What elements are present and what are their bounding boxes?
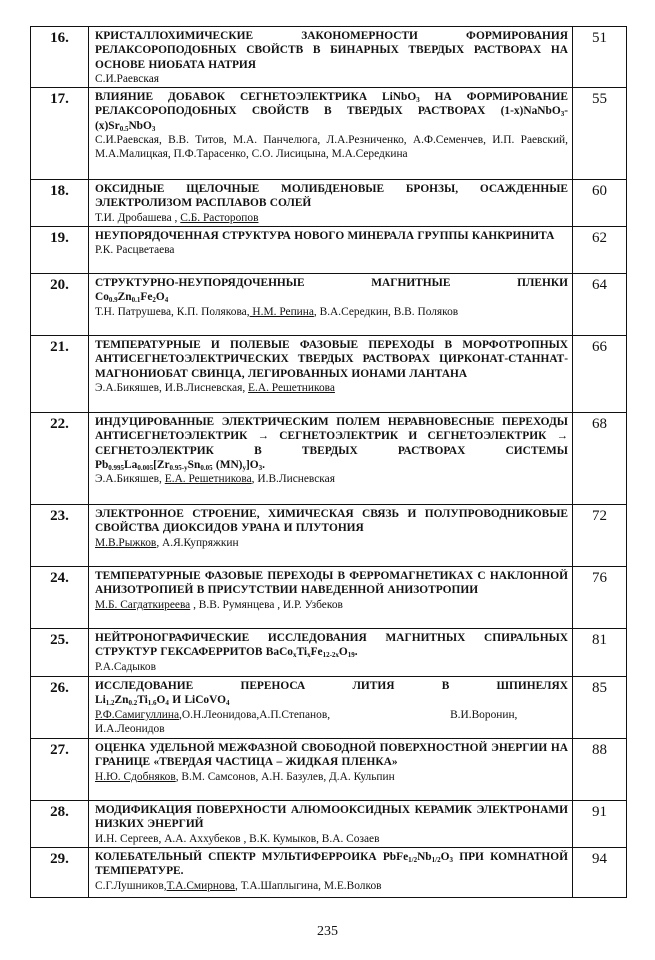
entry-authors: М.Б. Сагдаткиреева , В.В. Румянцева , И.Р. Узбеков xyxy=(95,598,343,611)
entry-authors: Т.Н. Патрушева, К.П. Полякова, Н.М. Репина, В.А.Середкин, В.В. Поляков xyxy=(95,305,459,318)
entry-title: ИНДУЦИРОВАННЫЕ ЭЛЕКТРИЧЕСКИМ ПОЛЕМ НЕРАВНОВЕСНЫЕ ПЕРЕХОДЫ АНТИСЕГНЕТОЭЛЕКТРИК → СЕГНЕТОЭЛЕКТРИК И СЕГНЕТОЭЛЕКТРИК → СЕГНЕТОЭЛЕКТРИК В ТВЕРДЫХ РАСТВОРАХ СИСТЕМЫ xyxy=(95,416,568,457)
toc-entry-28 xyxy=(31,801,627,848)
entry-formula: $Co_{0.9}Zn_{0.1}Fe_2O_4$ xyxy=(95,291,169,305)
entry-authors: С.Г.Лушников,Т.А.Смирнова, Т.А.Шаплыгина, М.Е.Волков xyxy=(95,879,382,892)
entry-content xyxy=(89,677,573,739)
entry-content xyxy=(89,739,573,801)
entry-content xyxy=(89,413,573,505)
toc-entry-22 xyxy=(31,413,627,505)
toc-entry-23 xyxy=(31,505,627,567)
entry-authors: М.В.Рыжков, А.Я.Купряжкин xyxy=(95,536,239,549)
entry-formula: $Li_{1.2}Zn_{0.2}Ti_{1.6}O_4$ И LiCoVO$_4$ xyxy=(95,694,230,708)
entry-number: 16. xyxy=(31,27,89,88)
entry-page: 66 xyxy=(573,336,627,413)
entry-page: 51 xyxy=(573,27,627,88)
entry-content xyxy=(89,848,573,898)
entry-title: ОЦЕНКА УДЕЛЬНОЙ МЕЖФАЗНОЙ СВОБОДНОЙ ПОВЕРХНОСТНОЙ ЭНЕРГИИ НА ГРАНИЦЕ «ТВЕРДАЯ ЧАСТИЦА – ЖИДКАЯ ПЛЕНКА» xyxy=(95,742,568,769)
toc-entry-29 xyxy=(31,848,627,898)
entry-title: ЭЛЕКТРОННОЕ СТРОЕНИЕ, ХИМИЧЕСКАЯ СВЯЗЬ И ПОЛУПРОВОДНИКОВЫЕ СВОЙСТВА ДИОКСИДОВ УРАНА И ПЛУТОНИЯ xyxy=(95,508,568,535)
entry-title: ТЕМПЕРАТУРНЫЕ ФАЗОВЫЕ ПЕРЕХОДЫ В ФЕРРОМАГНЕТИКАХ С НАКЛОННОЙ АНИЗОТРОПИЕЙ В ПРИСУТСТВИИ НАВЕДЕННОЙ АНИЗОТРОПИИ xyxy=(95,570,568,597)
toc-entry-19 xyxy=(31,227,627,274)
entry-authors: Т.И. Дробашева , С.Б. Расторопов xyxy=(95,211,259,224)
entry-content xyxy=(89,801,573,848)
entry-number: 23. xyxy=(31,505,89,567)
entry-page: 91 xyxy=(573,801,627,848)
entry-title: ТЕМПЕРАТУРНЫЕ И ПОЛЕВЫЕ ФАЗОВЫЕ ПЕРЕХОДЫ В МОРФОТРОПНЫХ АНТИСЕГНЕТОЭЛЕКТРИЧЕСКИХ ТВЕРДЫХ РАСТВОРАХ ЦИРКОНАТ-СТАННАТ-МАГНОНИОБАТ СВИНЦА, ЛЕГИРОВАННЫХ ИОНАМИ ЛАНТАНА xyxy=(95,339,568,380)
toc-entry-16 xyxy=(31,27,627,88)
table-of-contents xyxy=(30,26,627,898)
entry-page: 60 xyxy=(573,180,627,227)
entry-content xyxy=(89,274,573,336)
entry-content xyxy=(89,629,573,677)
entry-title: КРИСТАЛЛОХИМИЧЕСКИЕ ЗАКОНОМЕРНОСТИ ФОРМИРОВАНИЯ РЕЛАКСОРОПОДОБНЫХ СВОЙСТВ В БИНАРНЫХ ТВЕРДЫХ РАСТВОРАХ НА ОСНОВЕ НИОБАТА НАТРИЯ xyxy=(95,30,568,71)
toc-entry-21 xyxy=(31,336,627,413)
entry-authors: Р.К. Расцветаева xyxy=(95,244,175,257)
entry-page: 64 xyxy=(573,274,627,336)
entry-title: НЕЙТРОНОГРАФИЧЕСКИЕ ИССЛЕДОВАНИЯ МАГНИТНЫХ СПИРАЛЬНЫХ СТРУКТУР ГЕКСАФЕРРИТОВ $BaCo_xTi_xFe_{12-2x}O_{19}$. xyxy=(95,632,568,660)
toc-entry-27 xyxy=(31,739,627,801)
toc-entry-20 xyxy=(31,274,627,336)
entry-authors: Н.Ю. Сдобняков, В.М. Самсонов, А.Н. Базулев, Д.А. Кульпин xyxy=(95,770,395,783)
entry-authors: Р.Ф.Самигуллина,О.Н.Леонидова,А.П.Степанов, В.И.Воронин, И.А.Леонидов xyxy=(95,708,518,736)
entry-page: 76 xyxy=(573,567,627,629)
entry-number: 28. xyxy=(31,801,89,848)
entry-number: 29. xyxy=(31,848,89,898)
toc-entry-18 xyxy=(31,180,627,227)
entry-number: 25. xyxy=(31,629,89,677)
entry-number: 21. xyxy=(31,336,89,413)
entry-page: 85 xyxy=(573,677,627,739)
entry-number: 17. xyxy=(31,88,89,180)
entry-title: КОЛЕБАТЕЛЬНЫЙ СПЕКТР МУЛЬТИФЕРРОИКА $PbFe_{1/2}Nb_{1/2}O_3$ ПРИ КОМНАТНОЙ ТЕМПЕРАТУРЕ. xyxy=(95,851,568,878)
entry-content xyxy=(89,27,573,88)
toc-entry-26 xyxy=(31,677,627,739)
entry-number: 24. xyxy=(31,567,89,629)
entry-number: 20. xyxy=(31,274,89,336)
entry-title: СТРУКТУРНО-НЕУПОРЯДОЧЕННЫЕ МАГНИТНЫЕ ПЛЕНКИ xyxy=(95,277,568,290)
entry-title: ИССЛЕДОВАНИЕ ПЕРЕНОСА ЛИТИЯ В ШПИНЕЛЯХ xyxy=(95,680,568,693)
toc-entry-25 xyxy=(31,629,627,677)
entry-page: 81 xyxy=(573,629,627,677)
entry-page: 88 xyxy=(573,739,627,801)
entry-authors: С.И.Раевская xyxy=(95,72,159,85)
entry-number: 18. xyxy=(31,180,89,227)
entry-content xyxy=(89,88,573,180)
entry-number: 19. xyxy=(31,227,89,274)
entry-number: 26. xyxy=(31,677,89,739)
entry-authors: И.Н. Сергеев, А.А. Аххубеков , В.К. Кумыков, В.А. Созаев xyxy=(95,832,380,845)
entry-authors: С.И.Раевская, В.В. Титов, М.А. Панчелюга, Л.А.Резниченко, А.Ф.Семенчев, И.П. Раевский, М.А.Малицкая, П.Ф.Тарасенко, С.О. Лисицына, М.А.Середкина xyxy=(95,134,568,161)
entry-page: 55 xyxy=(573,88,627,180)
entry-page: 68 xyxy=(573,413,627,505)
toc-entry-17 xyxy=(31,88,627,180)
entry-authors: Э.А.Бикяшев, Е.А. Решетникова, И.В.Лисневская xyxy=(95,473,335,486)
entry-title: МОДИФИКАЦИЯ ПОВЕРХНОСТИ АЛЮМООКСИДНЫХ КЕРАМИК ЭЛЕКТРОНАМИ НИЗКИХ ЭНЕРГИЙ xyxy=(95,804,568,831)
entry-authors: Э.А.Бикяшев, И.В.Лисневская, Е.А. Решетникова xyxy=(95,382,335,395)
entry-title: ВЛИЯНИЕ ДОБАВОК СЕГНЕТОЭЛЕКТРИКА LiNbO$_3$ НА ФОРМИРОВАНИЕ РЕЛАКСОРОПОДОБНЫХ СВОЙСТВ В ТВЕРДЫХ РАСТВОРАХ $(1-x)NaNbO_3-(x)Sr_{0.5}NbO_3$ xyxy=(95,91,568,133)
entry-authors: Р.А.Садыков xyxy=(95,660,156,673)
entry-content xyxy=(89,227,573,274)
entry-content xyxy=(89,567,573,629)
entry-number: 27. xyxy=(31,739,89,801)
page-number: 235 xyxy=(317,924,338,939)
entry-content xyxy=(89,336,573,413)
entry-page: 72 xyxy=(573,505,627,567)
entry-title: ОКСИДНЫЕ ЩЕЛОЧНЫЕ МОЛИБДЕНОВЫЕ БРОНЗЫ, ОСАЖДЕННЫЕ ЭЛЕКТРОЛИЗОМ РАСПЛАВОВ СОЛЕЙ xyxy=(95,183,568,210)
toc-entry-24 xyxy=(31,567,627,629)
entry-title: НЕУПОРЯДОЧЕННАЯ СТРУКТУРА НОВОГО МИНЕРАЛА ГРУППЫ КАНКРИНИТА xyxy=(95,230,555,243)
entry-formula: $Pb_{0.995}La_{0.005}[Zr_{0.95-y}Sn_{0.05}$ $(MN)_y]O_3$. xyxy=(95,459,265,473)
entry-number: 22. xyxy=(31,413,89,505)
entry-page: 94 xyxy=(573,848,627,898)
entry-page: 62 xyxy=(573,227,627,274)
entry-content xyxy=(89,180,573,227)
entry-content xyxy=(89,505,573,567)
